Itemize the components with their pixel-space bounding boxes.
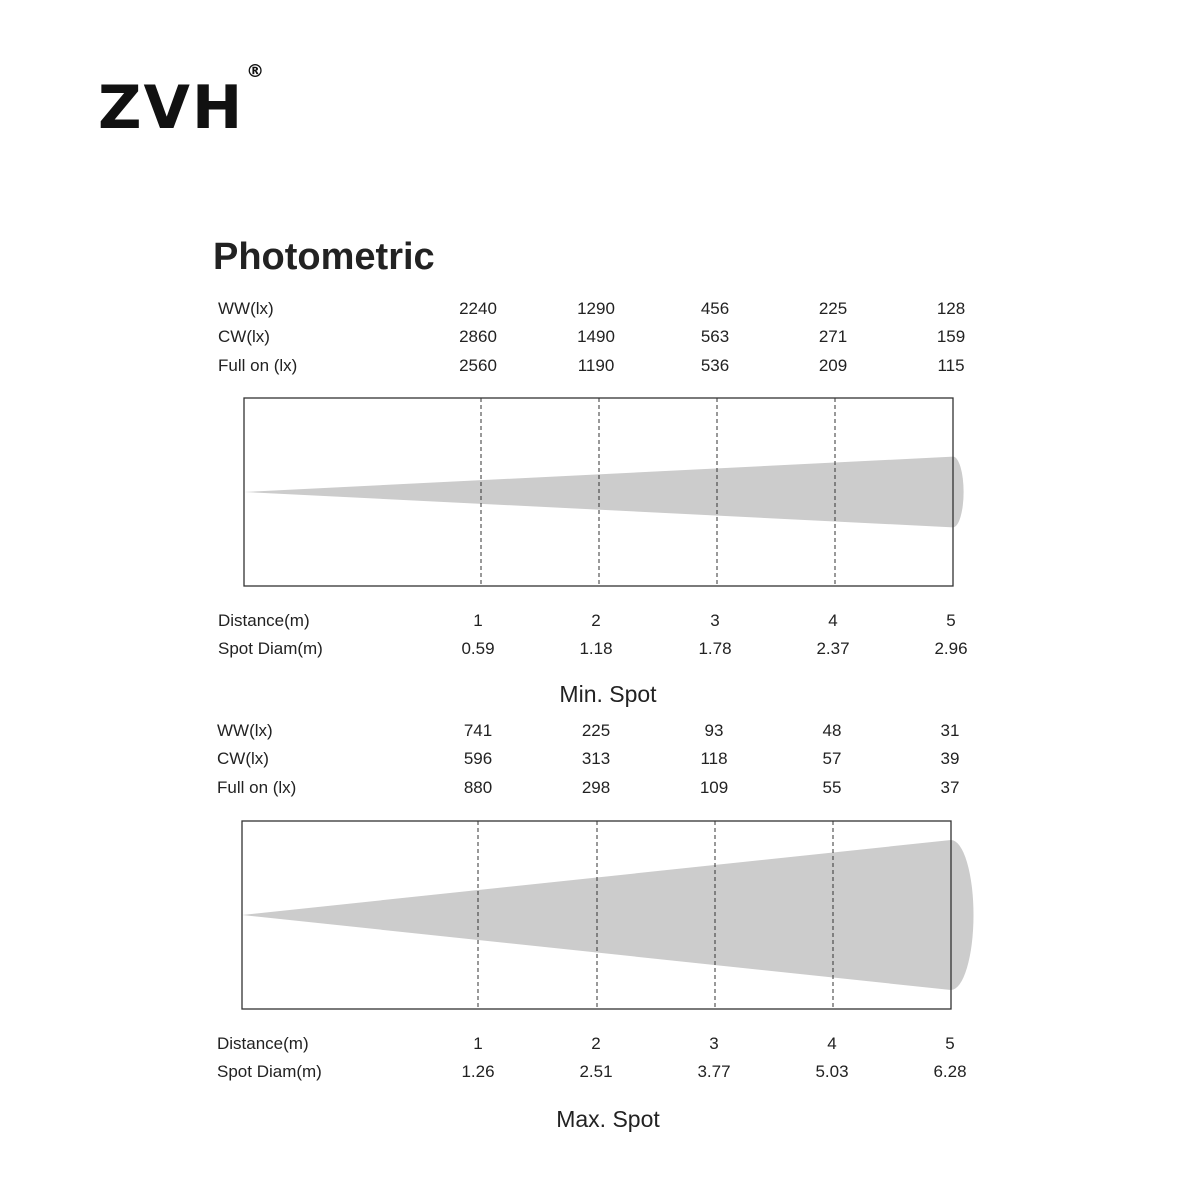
table-cell: 109 [699, 778, 729, 797]
distance-tick: 1 [473, 611, 483, 630]
page-title: Photometric [213, 236, 435, 278]
spot-diam-value: 2.37 [816, 639, 850, 658]
distance-tick: 4 [827, 1034, 837, 1053]
row-label: WW(lx) [217, 721, 273, 740]
table-cell: 159 [936, 327, 966, 346]
spot-diam-label: Spot Diam(m) [217, 1062, 322, 1081]
distance-tick: 3 [710, 611, 720, 630]
beam-spot-end [953, 457, 964, 528]
table-cell: 128 [936, 299, 966, 318]
spot-diam-value: 1.18 [579, 639, 613, 658]
table-cell: 2560 [459, 356, 497, 375]
distance-tick: 3 [709, 1034, 719, 1053]
spot-diam-value: 2.96 [934, 639, 968, 658]
spot-diam-value: 3.77 [697, 1062, 731, 1081]
logo-text: ZVH [98, 73, 245, 143]
table-cell: 536 [700, 356, 730, 375]
table-cell: 880 [463, 778, 493, 797]
spot-diam-value: 5.03 [815, 1062, 849, 1081]
max-spot-caption: Max. Spot [556, 1106, 660, 1132]
distance-label: Distance(m) [217, 1034, 309, 1053]
distance-tick: 2 [591, 1034, 601, 1053]
spot-diam-value: 1.26 [461, 1062, 495, 1081]
row-label: CW(lx) [217, 749, 269, 768]
distance-tick: 2 [591, 611, 601, 630]
min-spot-caption: Min. Spot [559, 681, 657, 707]
table-cell: 93 [704, 721, 724, 740]
table-cell: 37 [940, 778, 960, 797]
table-cell: 209 [818, 356, 848, 375]
spot-diam-label: Spot Diam(m) [218, 639, 323, 658]
table-cell: 1490 [577, 327, 615, 346]
distance-tick: 5 [946, 611, 956, 630]
table-cell: 1290 [577, 299, 615, 318]
table-cell: 563 [700, 327, 730, 346]
table-cell: 118 [700, 749, 728, 768]
table-cell: 57 [822, 749, 842, 768]
distance-tick: 5 [945, 1034, 955, 1053]
table-cell: 271 [818, 327, 848, 346]
spot-diam-value: 1.78 [698, 639, 732, 658]
row-label: Full on (lx) [217, 778, 297, 797]
beam-spot-end [951, 840, 974, 990]
table-cell: 1190 [577, 356, 615, 375]
table-cell: 225 [818, 299, 848, 318]
table-cell: 313 [581, 749, 611, 768]
table-cell: 55 [822, 778, 842, 797]
table-cell: 2860 [459, 327, 497, 346]
row-label: Full on (lx) [218, 356, 298, 375]
table-cell: 456 [700, 299, 730, 318]
spot-diam-value: 0.59 [461, 639, 495, 658]
table-cell: 225 [581, 721, 611, 740]
spot-diam-value: 2.51 [579, 1062, 613, 1081]
row-label: CW(lx) [218, 327, 270, 346]
table-cell: 741 [463, 721, 493, 740]
registered-mark: ® [246, 61, 265, 82]
distance-label: Distance(m) [218, 611, 310, 630]
table-cell: 115 [937, 356, 965, 375]
table-cell: 596 [463, 749, 493, 768]
table-cell: 298 [581, 778, 611, 797]
distance-tick: 1 [473, 1034, 483, 1053]
distance-tick: 4 [828, 611, 838, 630]
table-cell: 48 [822, 721, 842, 740]
spot-diam-value: 6.28 [933, 1062, 967, 1081]
table-cell: 39 [940, 749, 960, 768]
row-label: WW(lx) [218, 299, 274, 318]
table-cell: 2240 [459, 299, 497, 318]
table-cell: 31 [940, 721, 960, 740]
